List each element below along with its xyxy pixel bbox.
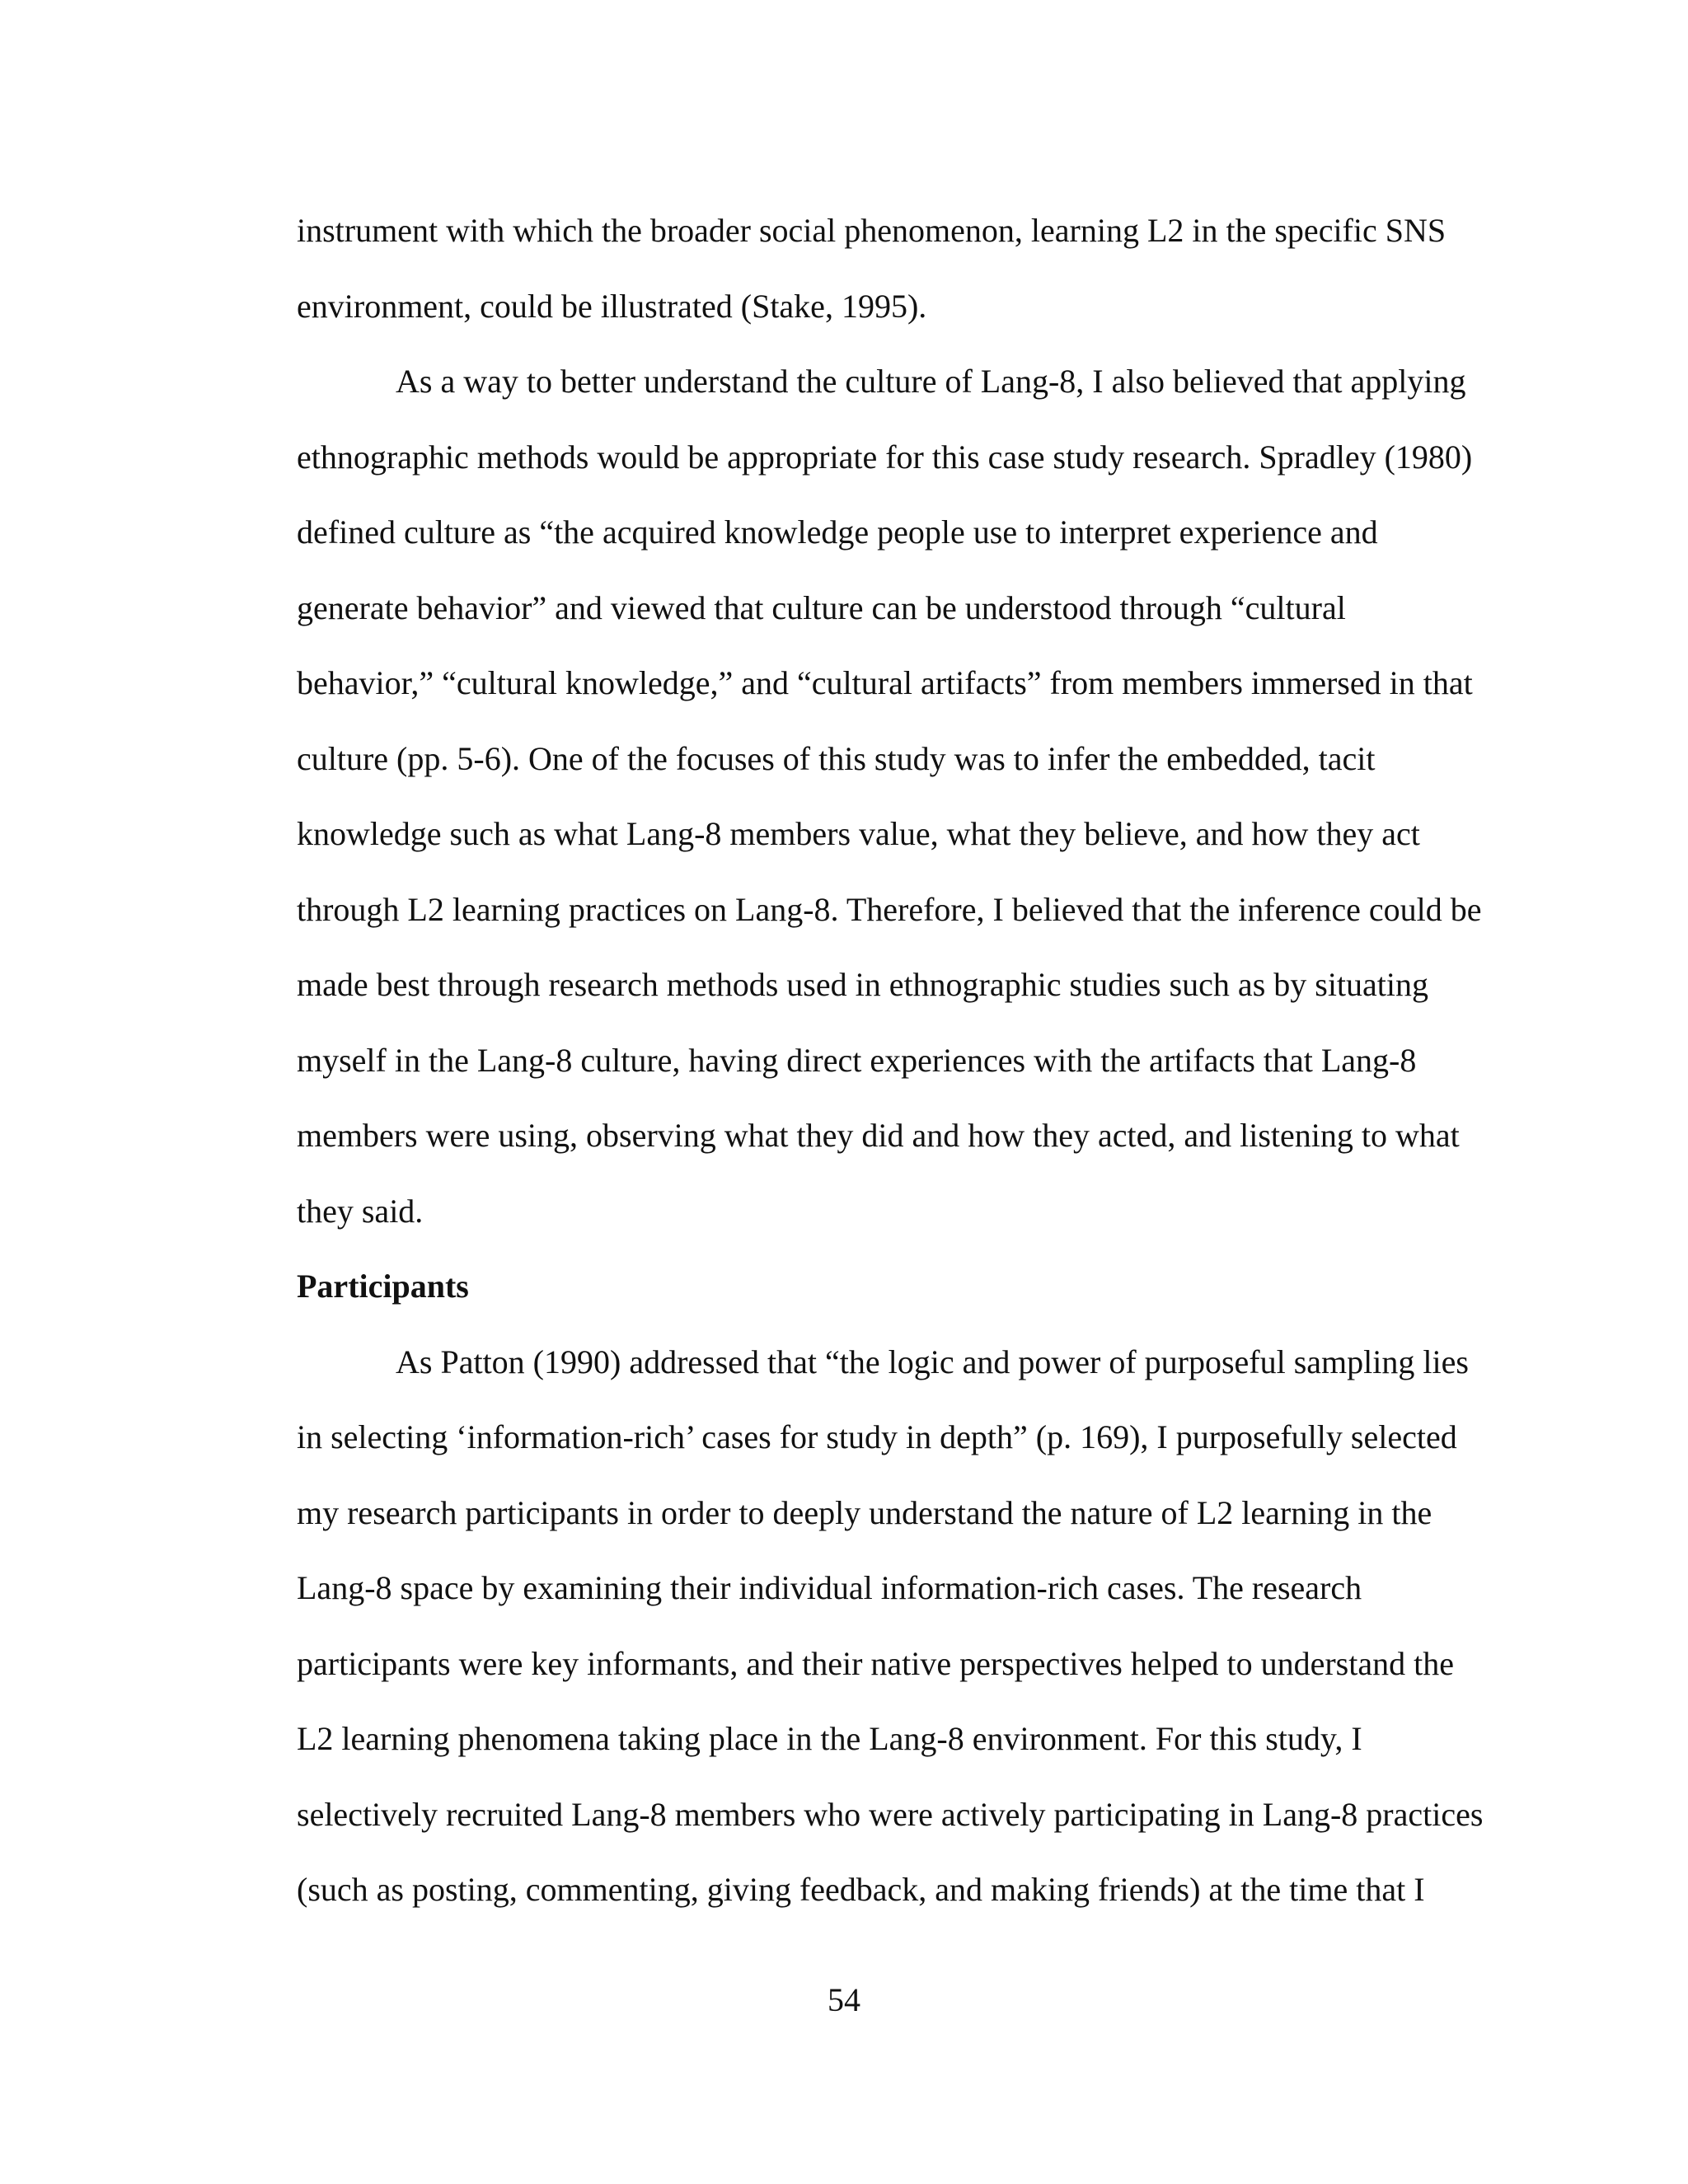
text-line: myself in the Lang-8 culture, having direct experiences with the artifacts that Lang-8 — [297, 1041, 1417, 1079]
text-line: defined culture as “the acquired knowledge people use to interpret experience and — [297, 513, 1378, 551]
paragraph-first-line: As a way to better understand the culture of Lang-8, I also believed that applying — [396, 363, 1466, 400]
text-line: environment, could be illustrated (Stake, 1995). — [297, 287, 927, 325]
section-heading: Participants — [297, 1268, 469, 1305]
text-line: ethnographic methods would be appropriate for this case study research. Spradley (1980) — [297, 438, 1473, 476]
text-line: (such as posting, commenting, giving feedback, and making friends) at the time that I — [297, 1871, 1425, 1908]
text-line: they said. — [297, 1192, 424, 1230]
text-line: generate behavior” and viewed that culture can be understood through “cultural — [297, 588, 1346, 626]
text-line: made best through research methods used in ethnographic studies such as by situating — [297, 966, 1429, 1003]
text-line: members were using, observing what they did and how they acted, and listening to what — [297, 1117, 1460, 1154]
text-line: participants were key informants, and their native perspectives helped to understand the — [297, 1644, 1454, 1682]
text-line: culture (pp. 5-6). One of the focuses of this study was to infer the embedded, tacit — [297, 739, 1376, 777]
paragraph-first-line: As Patton (1990) addressed that “the logic and power of purposeful sampling lies — [396, 1343, 1469, 1380]
text-line: instrument with which the broader social phenomenon, learning L2 in the specific SNS — [297, 212, 1447, 249]
text-line: Lang-8 space by examining their individual information-rich cases. The research — [297, 1569, 1362, 1606]
text-line: behavior,” “cultural knowledge,” and “cultural artifacts” from members immersed in that — [297, 664, 1473, 701]
text-line: through L2 learning practices on Lang-8. Therefore, I believed that the inference could be — [297, 890, 1482, 928]
text-line: selectively recruited Lang-8 members who were actively participating in Lang-8 practices — [297, 1795, 1484, 1833]
text-line: in selecting ‘information-rich’ cases for study in depth” (p. 169), I purposefully selected — [297, 1418, 1457, 1455]
text-line: knowledge such as what Lang-8 members value, what they believe, and how they act — [297, 815, 1420, 852]
page-number: 54 — [828, 1981, 860, 2018]
body-text — [297, 193, 1484, 1928]
text-line: my research participants in order to deeply understand the nature of L2 learning in the — [297, 1493, 1432, 1531]
text-line: L2 learning phenomena taking place in the Lang-8 environment. For this study, I — [297, 1720, 1362, 1757]
